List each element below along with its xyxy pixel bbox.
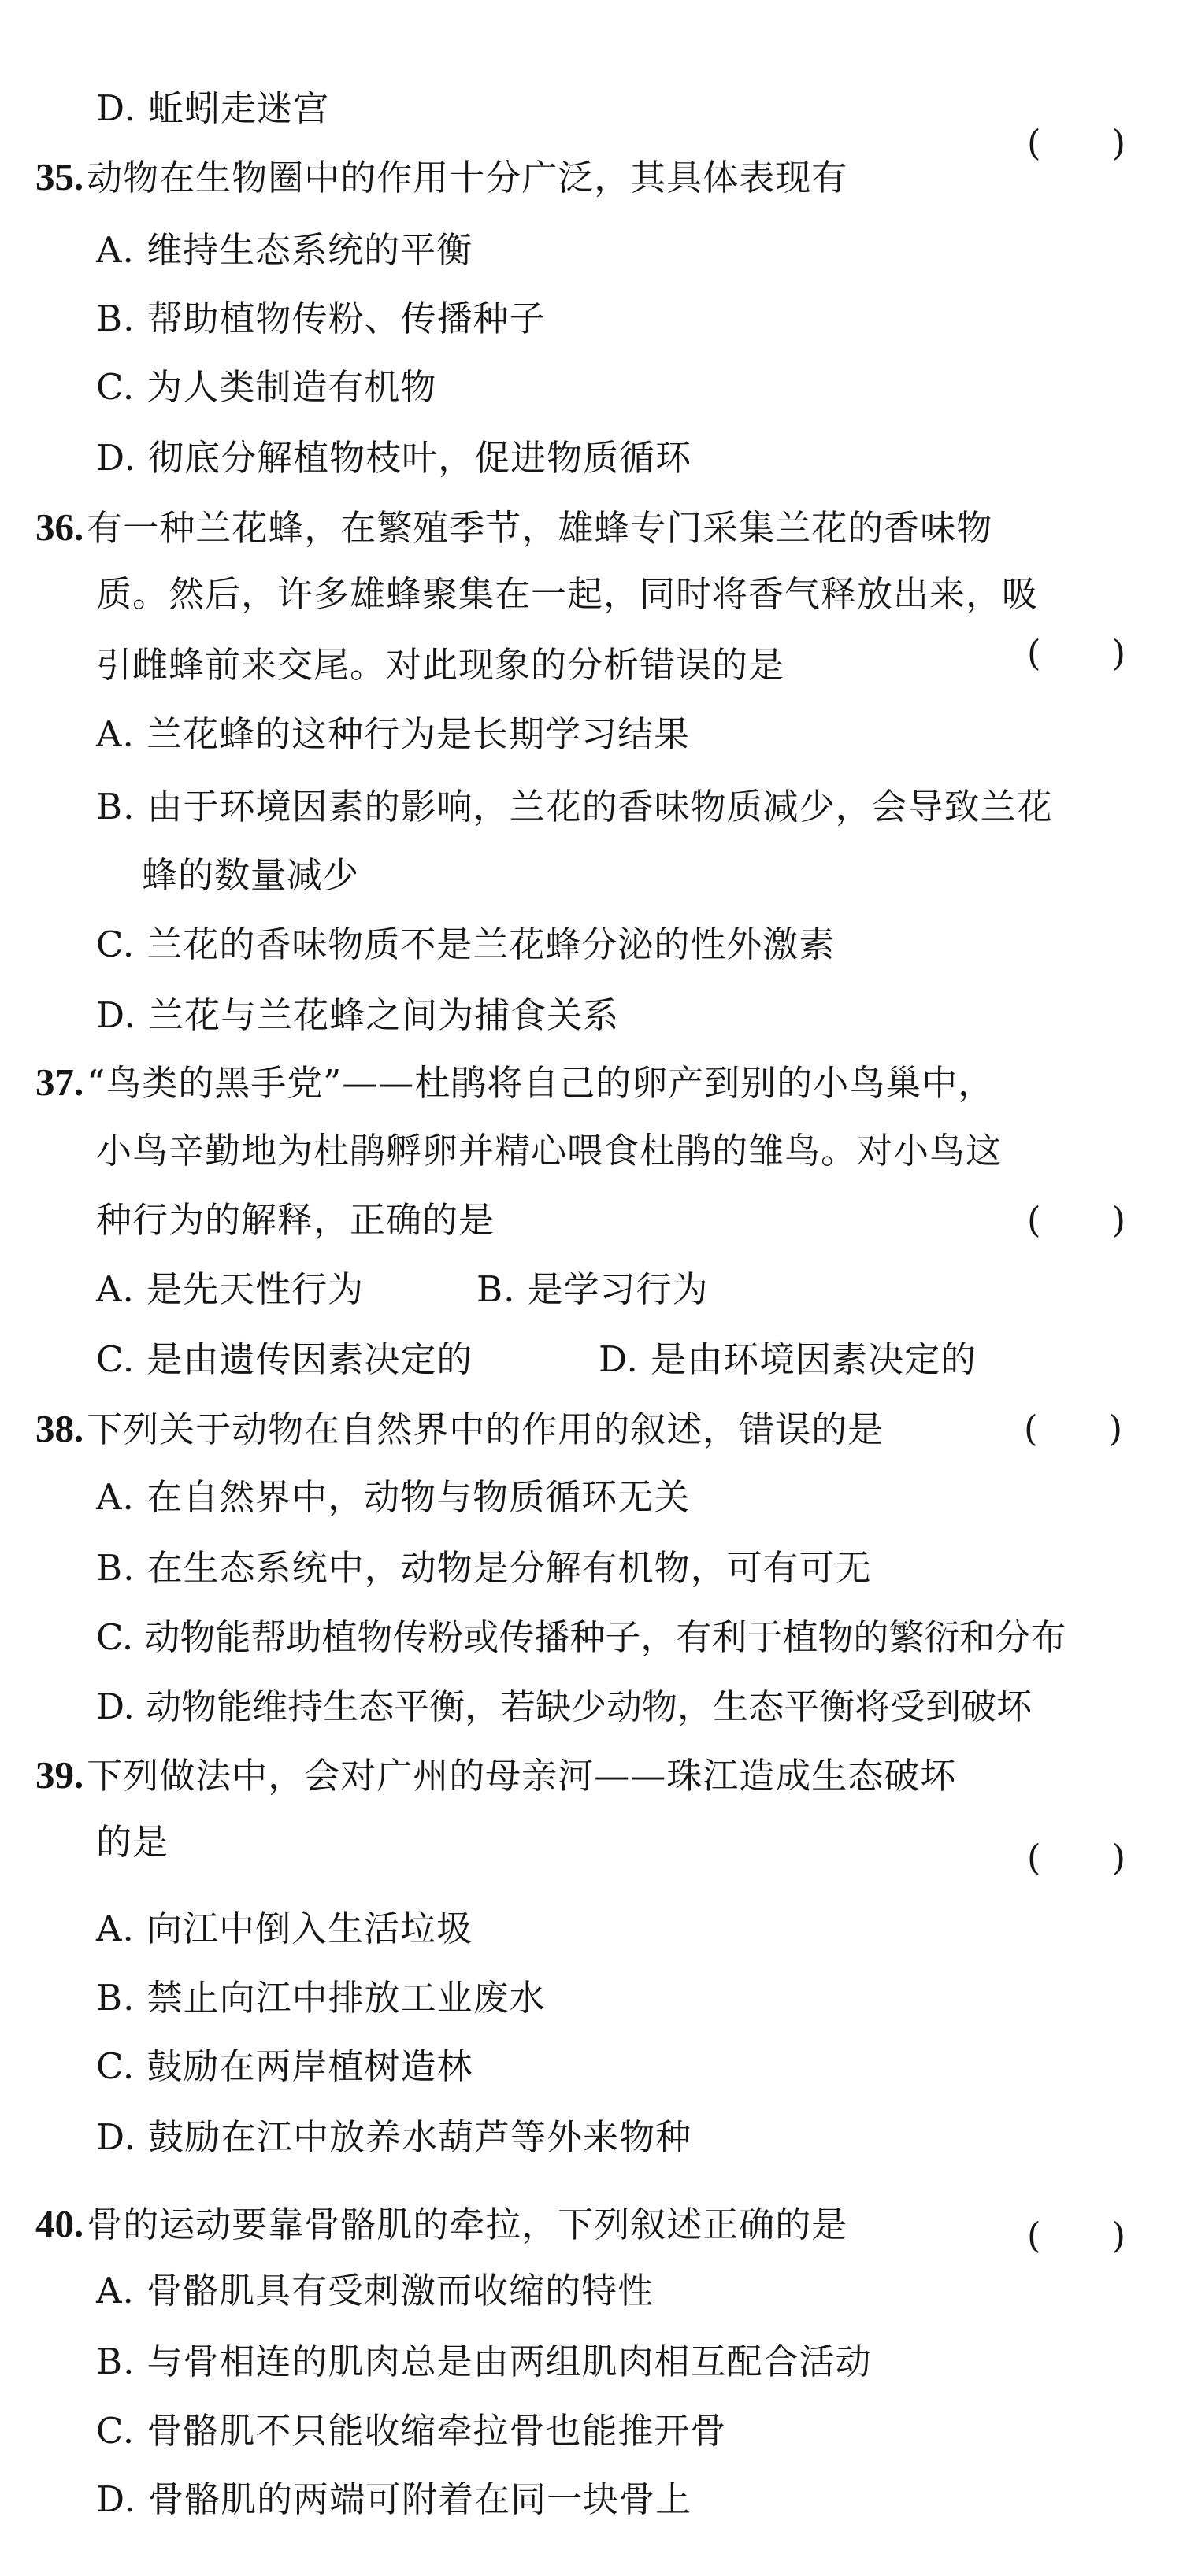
q37-stem (35, 1059, 994, 1106)
q36-number: 36. (35, 505, 84, 549)
q38-answer-blank[interactable]: ( ) (1024, 1408, 1123, 1449)
q38-option-b: B. 在生态系统中，动物是分解有机物，可有可无 (96, 1547, 872, 1589)
q36-answer-blank[interactable]: ( ) (1027, 632, 1126, 674)
q38-stem (35, 1405, 884, 1453)
q34-option-d: D. 蚯蚓走迷宫 (96, 87, 330, 129)
q39-stem (35, 1752, 956, 1799)
q38-option-d: D. 动物能维持生态平衡，若缺少动物，生态平衡将受到破坏 (96, 1686, 1033, 1727)
q37-option-b: B. 是学习行为 (476, 1268, 709, 1310)
q40-answer-blank[interactable]: ( ) (1027, 2215, 1126, 2256)
q39-option-c: C. 鼓励在两岸植树造林 (96, 2045, 473, 2087)
q35-stem (35, 154, 847, 201)
q36-stem (35, 504, 992, 551)
q40-option-b: B. 与骨相连的肌肉总是由两组肌肉相互配合活动 (96, 2341, 872, 2382)
q36-stem-line-2: 质。然后，许多雄蜂聚集在一起，同时将香气释放出来，吸 (96, 573, 1039, 615)
q37-stem-line-1: “鸟类的黑手党”——杜鹃将自己的卵产到别的小鸟巢中， (87, 1062, 995, 1104)
q38-number: 38. (35, 1407, 84, 1450)
q37-stem-line-2: 小鸟辛勤地为杜鹃孵卵并精心喂食杜鹃的雏鸟。对小鸟这 (96, 1130, 1003, 1171)
q35-stem-line-1: 动物在生物圈中的作用十分广泛，其具体表现有 (87, 157, 848, 198)
q40-option-a: A. 骨骼肌具有受刺激而收缩的特性 (96, 2270, 654, 2311)
q37-option-c: C. 是由遗传因素决定的 (96, 1338, 473, 1380)
q39-number: 39. (35, 1753, 84, 1797)
q37-answer-blank[interactable]: ( ) (1027, 1199, 1126, 1241)
q36-option-a: A. 兰花蜂的这种行为是长期学习结果 (96, 713, 691, 755)
q39-option-d: D. 鼓励在江中放养水葫芦等外来物种 (96, 2116, 692, 2158)
q39-stem-line-1: 下列做法中，会对广州的母亲河——珠江造成生态破坏 (87, 1755, 957, 1797)
q39-stem-line-2: 的是 (96, 1821, 169, 1863)
q40-stem-line-1: 骨的运动要靠骨骼肌的牵拉，下列叙述正确的是 (87, 2204, 848, 2245)
q39-answer-blank[interactable]: ( ) (1027, 1837, 1126, 1878)
q39-option-a: A. 向江中倒入生活垃圾 (96, 1908, 473, 1949)
q36-option-b-cont: 蜂的数量减少 (142, 854, 360, 896)
q40-option-c: C. 骨骼肌不只能收缩牵拉骨也能推开骨 (96, 2410, 727, 2452)
q40-number: 40. (35, 2202, 84, 2245)
q38-stem-line-1: 下列关于动物在自然界中的作用的叙述，错误的是 (87, 1408, 884, 1450)
q35-option-c: C. 为人类制造有机物 (96, 366, 437, 408)
q36-option-b: B. 由于环境因素的影响，兰花的香味物质减少，会导致兰花 (96, 786, 1053, 827)
q39-option-b: B. 禁止向江中排放工业废水 (96, 1977, 546, 2019)
q38-option-c: C. 动物能帮助植物传粉或传播种子，有利于植物的繁衍和分布 (96, 1616, 1066, 1658)
q36-stem-line-3: 引雌蜂前来交尾。对此现象的分析错误的是 (96, 644, 785, 686)
q37-stem-line-3: 种行为的解释，正确的是 (96, 1199, 495, 1241)
q40-option-d: D. 骨骼肌的两端可附着在同一块骨上 (96, 2478, 692, 2520)
q36-option-c: C. 兰花的香味物质不是兰花蜂分泌的性外激素 (96, 923, 836, 965)
q35-option-d: D. 彻底分解植物枝叶，促进物质循环 (96, 437, 692, 479)
q37-number: 37. (35, 1060, 84, 1104)
q36-option-d: D. 兰花与兰花蜂之间为捕食关系 (96, 994, 620, 1036)
q37-option-a: A. 是先天性行为 (96, 1268, 365, 1310)
q38-option-a: A. 在自然界中，动物与物质循环无关 (96, 1476, 691, 1518)
q37-option-d: D. 是由环境因素决定的 (599, 1338, 977, 1380)
q35-answer-blank[interactable]: ( ) (1027, 122, 1126, 164)
q35-option-b: B. 帮助植物传粉、传播种子 (96, 298, 546, 339)
q35-number: 35. (35, 155, 84, 198)
q40-stem (35, 2200, 847, 2248)
q36-stem-line-1: 有一种兰花蜂，在繁殖季节，雄蜂专门采集兰花的香味物 (87, 507, 993, 549)
q35-option-a: A. 维持生态系统的平衡 (96, 229, 473, 271)
